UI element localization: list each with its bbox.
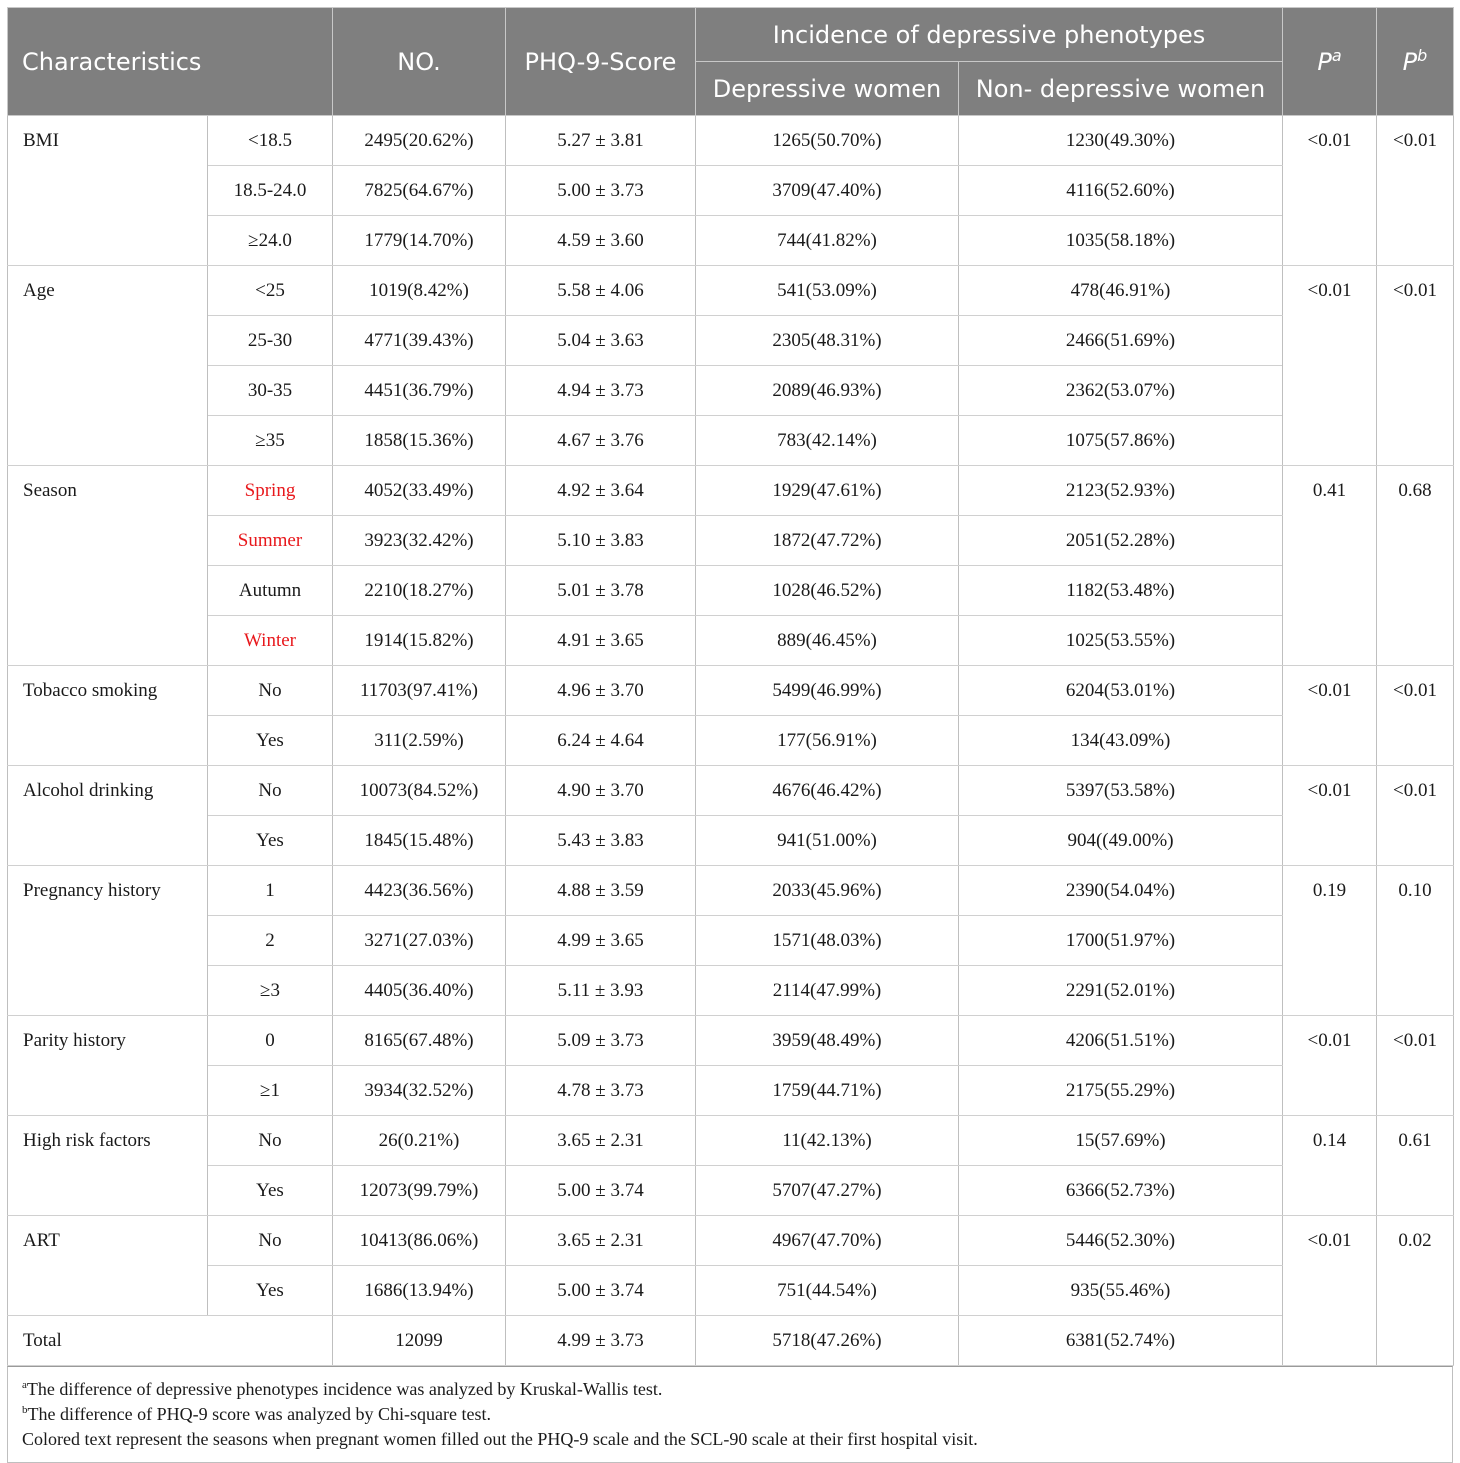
depressive-cell: 4676(46.42%) — [696, 766, 959, 816]
count-cell: 1845(15.48%) — [333, 816, 506, 866]
phq-score-cell: 4.91 ± 3.65 — [506, 616, 696, 666]
phq-score-cell: 4.96 ± 3.70 — [506, 666, 696, 716]
count-cell: 1914(15.82%) — [333, 616, 506, 666]
phq-score-cell: 4.90 ± 3.70 — [506, 766, 696, 816]
table-row — [8, 866, 1454, 916]
phq-score-cell: 5.00 ± 3.74 — [506, 1166, 696, 1216]
count-cell: 8165(67.48%) — [333, 1016, 506, 1066]
table-row — [8, 1016, 1454, 1066]
depressive-cell: 1872(47.72%) — [696, 516, 959, 566]
count-cell: 1858(15.36%) — [333, 416, 506, 466]
footnote-b: $^b$The difference of PHQ-9 score was analyzed by Chi-square test. — [22, 1404, 491, 1424]
non-depressive-cell: 4116(52.60%) — [959, 166, 1283, 216]
depressive-cell: 541(53.09%) — [696, 266, 959, 316]
non-depressive-cell: 5446(52.30%) — [959, 1216, 1283, 1266]
depressive-cell: 3709(47.40%) — [696, 166, 959, 216]
table-row — [8, 966, 1454, 1016]
characteristic-name — [8, 616, 208, 666]
category: No — [208, 1116, 333, 1166]
non-depressive-cell: 15(57.69%) — [959, 1116, 1283, 1166]
depressive-cell: 2033(45.96%) — [696, 866, 959, 916]
depressive-cell: 2089(46.93%) — [696, 366, 959, 416]
characteristic-name — [8, 366, 208, 416]
p-value-a: 0.14 — [1283, 1116, 1377, 1216]
category: Yes — [208, 1266, 333, 1316]
count-cell: 4405(36.40%) — [333, 966, 506, 1016]
characteristic-name — [8, 1266, 208, 1316]
header-characteristics: Characteristics — [8, 8, 333, 116]
table-row — [8, 366, 1454, 416]
characteristic-name: Tobacco smoking — [8, 666, 208, 716]
p-value-b: 0.68 — [1377, 466, 1454, 666]
phq-score-cell: 4.67 ± 3.76 — [506, 416, 696, 466]
p-value-a: <0.01 — [1283, 266, 1377, 466]
category: <25 — [208, 266, 333, 316]
phq-score-cell: 5.43 ± 3.83 — [506, 816, 696, 866]
p-value-b: <0.01 — [1377, 266, 1454, 466]
table-row — [8, 916, 1454, 966]
non-depressive-cell: 6366(52.73%) — [959, 1166, 1283, 1216]
depressive-cell: 744(41.82%) — [696, 216, 959, 266]
footnote-a: $^a$The difference of depressive phenotypes incidence was analyzed by Kruskal-Wallis test. — [22, 1379, 663, 1399]
header-non-depressive: Non- depressive women — [959, 62, 1283, 116]
characteristic-name — [8, 416, 208, 466]
phq-score-cell: 5.09 ± 3.73 — [506, 1016, 696, 1066]
count-cell: 4771(39.43%) — [333, 316, 506, 366]
non-depressive-cell: 1025(53.55%) — [959, 616, 1283, 666]
depressive-cell: 5707(47.27%) — [696, 1166, 959, 1216]
phq-score-cell: 4.88 ± 3.59 — [506, 866, 696, 916]
non-depressive-cell: 2123(52.93%) — [959, 466, 1283, 516]
table-row — [8, 166, 1454, 216]
non-depressive-cell: 1035(58.18%) — [959, 216, 1283, 266]
table-row — [8, 216, 1454, 266]
phq-score-cell: 5.04 ± 3.63 — [506, 316, 696, 366]
characteristic-name — [8, 916, 208, 966]
p-value-b: 0.61 — [1377, 1116, 1454, 1216]
non-depressive-cell: 1700(51.97%) — [959, 916, 1283, 966]
characteristic-name — [8, 216, 208, 266]
characteristic-name: Alcohol drinking — [8, 766, 208, 816]
depressive-cell: 783(42.14%) — [696, 416, 959, 466]
category: Yes — [208, 716, 333, 766]
total-label: Total — [8, 1316, 333, 1366]
header-pa: $P^a$ — [1283, 8, 1377, 116]
characteristic-name: ART — [8, 1216, 208, 1266]
category: 2 — [208, 916, 333, 966]
count-cell: 3923(32.42%) — [333, 516, 506, 566]
characteristic-name — [8, 516, 208, 566]
p-value-a: <0.01 — [1283, 1016, 1377, 1116]
non-depressive-cell: 478(46.91%) — [959, 266, 1283, 316]
depressive-cell: 1571(48.03%) — [696, 916, 959, 966]
phq-score-cell: 4.59 ± 3.60 — [506, 216, 696, 266]
characteristic-name: Age — [8, 266, 208, 316]
non-depressive-cell: 2051(52.28%) — [959, 516, 1283, 566]
depressive-cell: 1028(46.52%) — [696, 566, 959, 616]
phq-score-cell: 4.78 ± 3.73 — [506, 1066, 696, 1116]
table-header — [8, 8, 1454, 116]
header-no: NO. — [333, 8, 506, 116]
table-row — [8, 616, 1454, 666]
table-row — [8, 716, 1454, 766]
table-row — [8, 1166, 1454, 1216]
count-cell: 26(0.21%) — [333, 1116, 506, 1166]
count-cell: 12073(99.79%) — [333, 1166, 506, 1216]
depressive-cell: 1929(47.61%) — [696, 466, 959, 516]
count-cell: 11703(97.41%) — [333, 666, 506, 716]
count-cell: 3271(27.03%) — [333, 916, 506, 966]
count-cell: 4052(33.49%) — [333, 466, 506, 516]
p-value-b: <0.01 — [1377, 1016, 1454, 1116]
phq-score-cell: 6.24 ± 4.64 — [506, 716, 696, 766]
phq-score-cell: 5.00 ± 3.74 — [506, 1266, 696, 1316]
p-value-a: 0.41 — [1283, 466, 1377, 666]
non-depressive-cell: 2175(55.29%) — [959, 1066, 1283, 1116]
table-row — [8, 1216, 1454, 1266]
category: Winter — [208, 616, 333, 666]
count-cell: 10413(86.06%) — [333, 1216, 506, 1266]
characteristic-name — [8, 1066, 208, 1116]
category: ≥1 — [208, 1066, 333, 1116]
table-row — [8, 1066, 1454, 1116]
table-row — [8, 766, 1454, 816]
characteristic-name — [8, 966, 208, 1016]
non-depressive-cell: 4206(51.51%) — [959, 1016, 1283, 1066]
category: 18.5-24.0 — [208, 166, 333, 216]
total-depressive: 5718(47.26%) — [696, 1316, 959, 1366]
characteristic-name — [8, 716, 208, 766]
non-depressive-cell: 2362(53.07%) — [959, 366, 1283, 416]
non-depressive-cell: 134(43.09%) — [959, 716, 1283, 766]
p-value-b: <0.01 — [1377, 666, 1454, 766]
characteristic-name — [8, 566, 208, 616]
total-non-depressive: 6381(52.74%) — [959, 1316, 1283, 1366]
table-row — [8, 1266, 1454, 1316]
non-depressive-cell: 1075(57.86%) — [959, 416, 1283, 466]
phq-score-cell: 5.10 ± 3.83 — [506, 516, 696, 566]
category: 0 — [208, 1016, 333, 1066]
characteristic-name: Parity history — [8, 1016, 208, 1066]
depressive-cell: 2305(48.31%) — [696, 316, 959, 366]
depressive-cell: 751(44.54%) — [696, 1266, 959, 1316]
p-value-a: <0.01 — [1283, 1216, 1377, 1366]
table-row — [8, 116, 1454, 166]
header-pb: $P^b$ — [1377, 8, 1454, 116]
non-depressive-cell: 2466(51.69%) — [959, 316, 1283, 366]
category: 30-35 — [208, 366, 333, 416]
phq-score-cell: 4.99 ± 3.65 — [506, 916, 696, 966]
p-value-a: 0.19 — [1283, 866, 1377, 1016]
phq-score-cell: 4.92 ± 3.64 — [506, 466, 696, 516]
depressive-cell: 3959(48.49%) — [696, 1016, 959, 1066]
table-container — [7, 7, 1453, 1463]
depressive-cell: 4967(47.70%) — [696, 1216, 959, 1266]
category: Yes — [208, 816, 333, 866]
category: ≥3 — [208, 966, 333, 1016]
p-value-a: <0.01 — [1283, 116, 1377, 266]
non-depressive-cell: 1182(53.48%) — [959, 566, 1283, 616]
non-depressive-cell: 2291(52.01%) — [959, 966, 1283, 1016]
phq-score-cell: 5.01 ± 3.78 — [506, 566, 696, 616]
table-row — [8, 466, 1454, 516]
phq-score-cell: 5.27 ± 3.81 — [506, 116, 696, 166]
table-row — [8, 316, 1454, 366]
category: 25-30 — [208, 316, 333, 366]
category: Summer — [208, 516, 333, 566]
non-depressive-cell: 904((49.00%) — [959, 816, 1283, 866]
p-value-b: <0.01 — [1377, 116, 1454, 266]
depressive-cell: 889(46.45%) — [696, 616, 959, 666]
count-cell: 4423(36.56%) — [333, 866, 506, 916]
p-value-b: 0.02 — [1377, 1216, 1454, 1366]
phq-score-cell: 5.11 ± 3.93 — [506, 966, 696, 1016]
characteristic-name: High risk factors — [8, 1116, 208, 1166]
depressive-cell: 2114(47.99%) — [696, 966, 959, 1016]
p-value-a: <0.01 — [1283, 766, 1377, 866]
depressive-cell: 177(56.91%) — [696, 716, 959, 766]
category: Spring — [208, 466, 333, 516]
non-depressive-cell: 935(55.46%) — [959, 1266, 1283, 1316]
category: 1 — [208, 866, 333, 916]
table-footnotes — [7, 1366, 1453, 1463]
table-row — [8, 266, 1454, 316]
phq-score-cell: 3.65 ± 2.31 — [506, 1116, 696, 1166]
category: No — [208, 766, 333, 816]
depressive-cell: 1265(50.70%) — [696, 116, 959, 166]
p-value-b: <0.01 — [1377, 766, 1454, 866]
phq-score-cell: 5.00 ± 3.73 — [506, 166, 696, 216]
count-cell: 7825(64.67%) — [333, 166, 506, 216]
category: <18.5 — [208, 116, 333, 166]
count-cell: 1686(13.94%) — [333, 1266, 506, 1316]
characteristic-name — [8, 816, 208, 866]
header-phq: PHQ-9-Score — [506, 8, 696, 116]
depressive-cell: 11(42.13%) — [696, 1116, 959, 1166]
characteristic-name: Season — [8, 466, 208, 516]
depressive-cell: 1759(44.71%) — [696, 1066, 959, 1116]
non-depressive-cell: 2390(54.04%) — [959, 866, 1283, 916]
non-depressive-cell: 1230(49.30%) — [959, 116, 1283, 166]
table-body — [8, 116, 1454, 1366]
count-cell: 1779(14.70%) — [333, 216, 506, 266]
table-row — [8, 416, 1454, 466]
category: Autumn — [208, 566, 333, 616]
category: ≥24.0 — [208, 216, 333, 266]
total-phq: 4.99 ± 3.73 — [506, 1316, 696, 1366]
depressive-cell: 941(51.00%) — [696, 816, 959, 866]
characteristic-name — [8, 166, 208, 216]
count-cell: 2495(20.62%) — [333, 116, 506, 166]
phq-score-cell: 3.65 ± 2.31 — [506, 1216, 696, 1266]
characteristic-name — [8, 1166, 208, 1216]
phq-score-cell: 5.58 ± 4.06 — [506, 266, 696, 316]
table-row — [8, 566, 1454, 616]
characteristics-table — [7, 7, 1454, 1366]
count-cell: 311(2.59%) — [333, 716, 506, 766]
total-count: 12099 — [333, 1316, 506, 1366]
footnote-color: Colored text represent the seasons when pregnant women filled out the PHQ-9 scale and the SCL-90 scale at their first hospital visit. — [22, 1429, 978, 1449]
header-incidence: Incidence of depressive phenotypes — [696, 8, 1283, 62]
depressive-cell: 5499(46.99%) — [696, 666, 959, 716]
count-cell: 1019(8.42%) — [333, 266, 506, 316]
table-row — [8, 666, 1454, 716]
p-value-a: <0.01 — [1283, 666, 1377, 766]
category: No — [208, 1216, 333, 1266]
table-row — [8, 516, 1454, 566]
table-row — [8, 816, 1454, 866]
characteristic-name — [8, 316, 208, 366]
header-depressive: Depressive women — [696, 62, 959, 116]
count-cell: 3934(32.52%) — [333, 1066, 506, 1116]
characteristic-name: BMI — [8, 116, 208, 166]
count-cell: 4451(36.79%) — [333, 366, 506, 416]
non-depressive-cell: 6204(53.01%) — [959, 666, 1283, 716]
p-value-b: 0.10 — [1377, 866, 1454, 1016]
total-row — [8, 1316, 1454, 1366]
characteristic-name: Pregnancy history — [8, 866, 208, 916]
category: No — [208, 666, 333, 716]
count-cell: 2210(18.27%) — [333, 566, 506, 616]
count-cell: 10073(84.52%) — [333, 766, 506, 816]
category: ≥35 — [208, 416, 333, 466]
table-row — [8, 1116, 1454, 1166]
category: Yes — [208, 1166, 333, 1216]
non-depressive-cell: 5397(53.58%) — [959, 766, 1283, 816]
phq-score-cell: 4.94 ± 3.73 — [506, 366, 696, 416]
